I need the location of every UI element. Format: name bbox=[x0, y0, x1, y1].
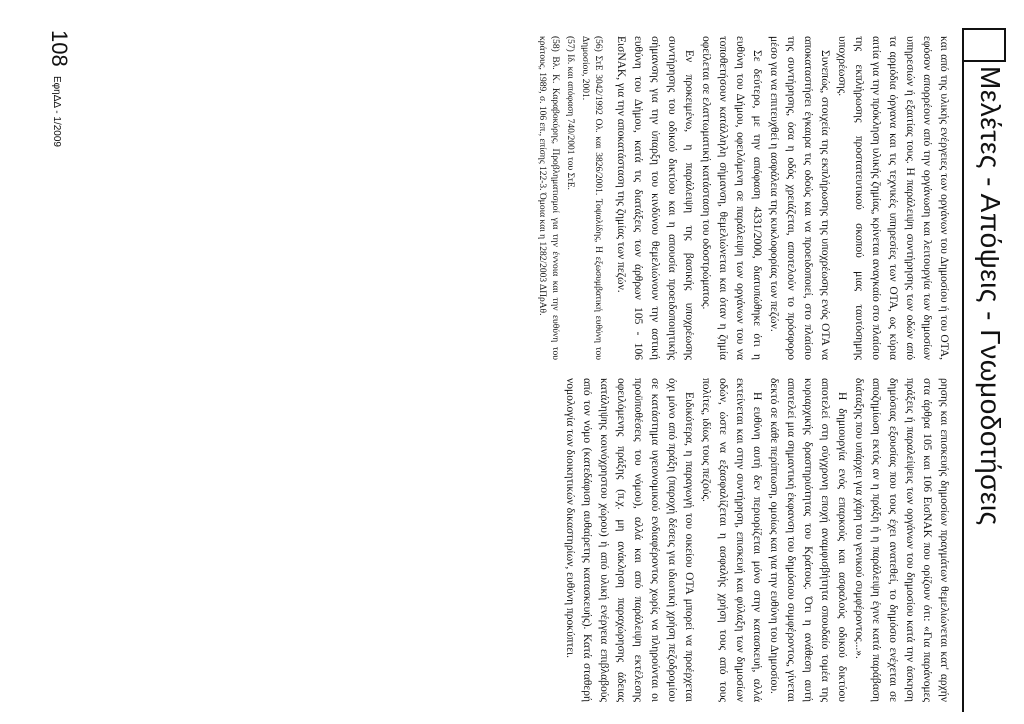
header-bracket-mark bbox=[962, 28, 1006, 62]
text-column-right bbox=[112, 36, 952, 360]
footnote: (56) ΣτΕ 3042/1992 Ολ. και 3826/2001. Τοψαλίδης, Η εξωσυμβατική ευθύνη του Δημοσίου, 2001. bbox=[580, 36, 603, 360]
section-header bbox=[962, 28, 1014, 712]
footnote: (57) Ιδ. και απόφαση 740/2001 του ΣτΕ. bbox=[565, 36, 575, 190]
paragraph: Ειδικότερα, η παραγωγή του οικείου ΟΤΑ μπορεί να προέρχεται όχι μόνο από πράξη (παροχή δέσεις για ιδιωτική χρήση πεζοδρομίου σε κατάστημα υγειονομικού ενδιαφέροντος χωρίς να πληρούνται οι προϋποθέσεις του νόμου), αλλά και από παράλειψη εκτέλεσης οφειλόμενης πράξης (π.χ. μη ανάκληση παραχώρησης άδειας κατάληψης κοινόχρηστου χώρου) ή από υλική ενέργεια επιβλαβούς από τον νόμο (κατεδάφιση αυθαίρετης κατασκευής). Κατά σταθερή νομολογία των διοικητικών δικαστηρίων, ευθύνη προκύπτει. bbox=[564, 378, 695, 702]
page-footer bbox=[40, 30, 80, 704]
text-column-left bbox=[112, 378, 952, 702]
paragraph: Σε δεύτερο, με την απόφαση 4331/2000, διατυπώθηκε ότι η ευθύνη του Δήμου, οφειλόμενη σε παράλειψη των οργάνων του να τοποθετήσουν κατάλληλη σήμανση, θεμελιώνεται και όταν η ζημία οφείλεται σε ελαττωματική κατάσταση του οδοστρώματος. bbox=[700, 36, 763, 360]
paragraph: ρησης και επισκευής δημοσίων πραγμάτων θεμελιώνεται κατ' αρχήν στα άρθρα 105 και 106 ΕισΝΑΚ που ορίζουν ότι: «Για παράνομες πράξεις ή παραλείψεις των οργάνων του δημοσίου κατά την άσκηση δημόσιας εξουσίας που τους έχει ανατεθεί, το δημόσιο ενέχεται σε αποζημίωση εκτός αν η πράξη ή η παράλειψη έγινε κατά παράβαση διάταξης που υπάρχει για χάρη του γενικού συμφέροντος...». bbox=[853, 378, 950, 702]
footnotes bbox=[535, 36, 604, 360]
footnote: (58) Βλ. Κ. Καραβοκύρης, Προβληματισμοί για την έννοια και την ευθύνη του κράτους, 1989, σ. 106 επ., επίσης 122-3. Όμοια και η 1282/2003 ΔΠρΑθ. bbox=[537, 36, 560, 360]
paragraph: και από της υλικής ενέργειες των οργάνων του Δημοσίου ή του ΟΤΑ, εφόσον απορρέουν από την οργάνωση και λειτουργία των δημοσίων υπηρεσιών ή εξαιτίας τους. Η παράλειψη συντήρησης των οδών από τα αρμόδια όργανα και τις τεχνικές υπηρεσίες των ΟΤΑ, ως κύρια αιτία για την πρόκληση υλικής ζημίας, κρίνεται αναγκαίο στο πλαίσιο της εκπλήρωσης προστατευτικού σκοπού μιας ταυτόσημης υποχρέωσης. bbox=[836, 36, 950, 360]
paragraph: Εν προκειμένω, η παράλειψη της βασικής υποχρέωσης συντήρησης του οδικού δικτύου και η απουσία προειδοποιητικής σήμανσης για την ύπαρξη του κινδύνου θεμελιώνουν την αστική ευθύνη του Δήμου, κατά τις διατάξεις των άρθρων 105 - 106 ΕισΝΑΚ, για την αποκατάσταση της ζημίας των πεζών. bbox=[615, 36, 695, 360]
paragraph: Συνεπώς, στοιχεία της εκπλήρωσης της υποχρέωσης ενός ΟΤΑ να αποκαταστήσει έγκαιρα τις οδούς και να προειδοποιεί, στο πλαίσιο της συντήρησης, όσα η οδός χρειάζεται, αποτελούν το πρόσφορο μέσο για να επιτευχθεί η ασφάλεια της κυκλοφορίας των πεζών. bbox=[768, 36, 831, 360]
paragraph: Η ευθύνη αυτή δεν περιορίζεται μόνο στην κατασκευή, αλλά εκτείνεται και στην συντήρηση, επισκευή και φύλαξη των δημοσίων οδών, ώστε να εξασφαλίζεται η ασφαλής χρήση τους από τους πολίτες, ιδίως τους πεζούς. bbox=[700, 378, 763, 702]
page-number: 108 bbox=[47, 30, 72, 67]
paragraph: Η δημιουργία ενός επαρκούς και ασφαλούς οδικού δικτύου αποτελεί στη σύγχρονη εποχή αναμφισβήτητα σπουδαίο τομέα της κυριαρχικής δραστηριότητας του Κράτους. Ότι η ανάθεση αυτή αποτελεί μια σημαντική έκφανση του δημόσιου συμφέροντος, γίνεται δεκτό σε κάθε περίπτωση, ομοίως και για την ευθύνη του Δημοσίου. bbox=[768, 378, 848, 702]
section-title: Μελέτες - Απόψεις - Γνωμοδοτήσεις bbox=[975, 66, 1006, 526]
journal-name: ΕφηΔΔ - 1/2009 bbox=[51, 76, 62, 147]
